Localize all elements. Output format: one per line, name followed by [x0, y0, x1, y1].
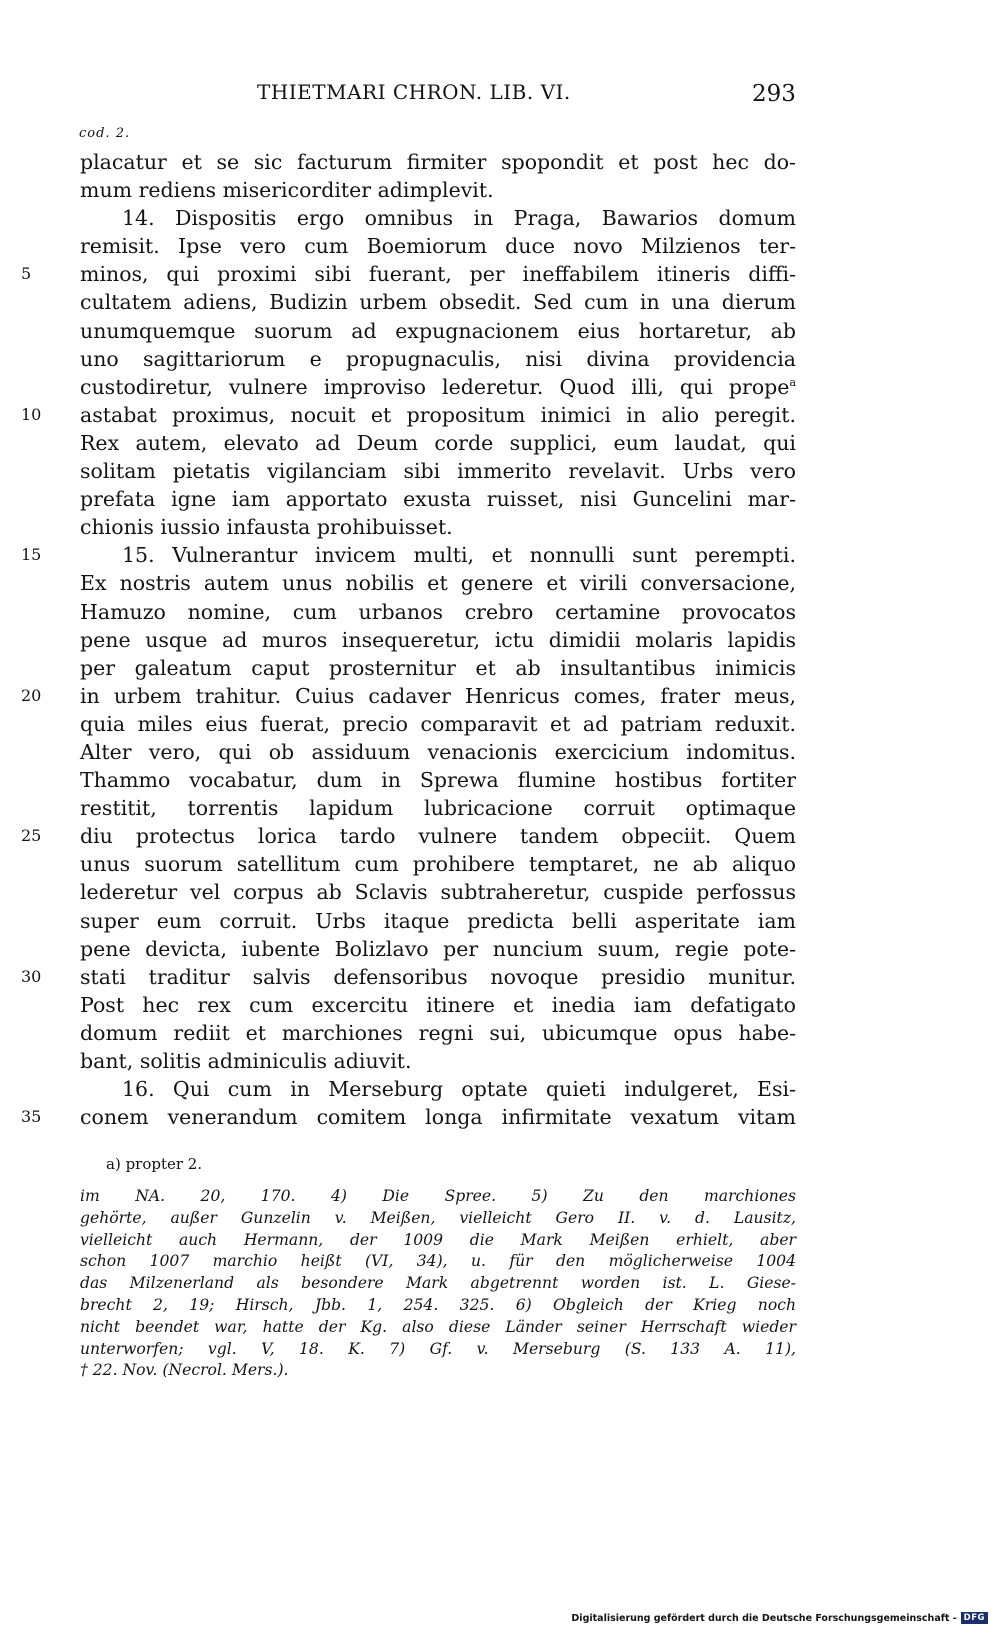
- line-text: quia miles eius fuerat, precio comparavit et ad patriam reduxit.: [80, 711, 796, 736]
- text-line: [80, 345, 796, 373]
- text-line: [80, 1075, 796, 1103]
- text-line: [80, 878, 796, 906]
- text-line: [21, 682, 796, 710]
- line-text: super eum corruit. Urbs itaque predicta belli asperitate iam: [80, 908, 796, 933]
- line-number: 25: [21, 826, 42, 846]
- text-line: [80, 569, 796, 597]
- line-text: bant, solitis adminiculis adiuvit.: [80, 1049, 412, 1073]
- text-line: [80, 317, 796, 345]
- text-line: [80, 654, 796, 682]
- line-number: 10: [21, 404, 42, 424]
- text-line: [80, 485, 796, 513]
- line-text: lederetur vel corpus ab Sclavis subtraheretur, cuspide perfossus: [80, 880, 796, 905]
- text-line: [80, 148, 796, 176]
- line-text: Post hec rex cum excercitu itinere et inedia iam defatigato: [80, 992, 796, 1017]
- text-line: [80, 232, 796, 260]
- running-title: THIETMARI CHRON. LIB. VI.: [257, 80, 571, 104]
- text-line: [80, 738, 796, 766]
- line-text: restitit, torrentis lapidum lubricacione corruit optimaque: [80, 796, 796, 821]
- line-text: pene usque ad muros insequeretur, ictu dimidii molaris lapidis: [80, 627, 796, 652]
- text-line: [80, 850, 796, 878]
- text-line: [80, 1019, 796, 1047]
- line-text: 16. Qui cum in Merseburg optate quieti indulgeret, Esi-: [122, 1077, 796, 1102]
- line-number: 15: [21, 545, 42, 565]
- footnote-line: schon 1007 marchio heißt (VI, 34), u. für den möglicherweise 1004: [80, 1252, 796, 1271]
- text-line: [80, 766, 796, 794]
- footnote-line: im NA. 20, 170. 4) Die Spree. 5) Zu den marchiones: [80, 1187, 796, 1205]
- footnote-line: vielleicht auch Hermann, der 1009 die Mark Meißen erhielt, aber: [80, 1230, 796, 1249]
- line-text: Hamuzo nomine, cum urbanos crebro certamine provocatos: [80, 599, 796, 624]
- text-line: [80, 1047, 796, 1075]
- line-text: stati traditur salvis defensoribus novoque presidio munitur.: [80, 964, 796, 989]
- line-text: minos, qui proximi sibi fuerant, per ineffabilem itineris diffi-: [80, 262, 796, 287]
- footnotes: [80, 1186, 796, 1382]
- line-text: prefata igne iam apportato exusta ruisset, nisi Guncelini mar-: [80, 487, 796, 512]
- text-line: [80, 935, 796, 963]
- text-line: [21, 822, 796, 850]
- line-text: 14. Dispositis ergo omnibus in Praga, Bawarios domum: [122, 206, 796, 231]
- line-text: Ex nostris autem unus nobilis et genere et virili conversacione,: [80, 571, 796, 596]
- digitization-credit: [571, 1612, 988, 1624]
- line-text: domum rediit et marchiones regni sui, ubicumque opus habe-: [80, 1020, 796, 1045]
- line-text: in urbem trahitur. Cuius cadaver Henricus comes, frater meus,: [80, 683, 796, 708]
- text-line: [80, 457, 796, 485]
- text-line: [80, 373, 796, 401]
- line-text: chionis iussio infausta prohibuisset.: [80, 515, 453, 540]
- line-text: pene devicta, iubente Bolizlavo per nuncium suum, regie pote-: [80, 936, 796, 961]
- line-number: 5: [21, 264, 32, 284]
- line-text: uno sagittariorum e propugnaculis, nisi divina providencia: [80, 346, 796, 371]
- text-line: [80, 907, 796, 935]
- line-number: 30: [21, 966, 42, 986]
- text-line: [21, 401, 796, 429]
- line-text: unus suorum satellitum cum prohibere temptaret, ne ab aliquo: [80, 852, 796, 877]
- line-text: unumquemque suorum ad expugnacionem eius hortaretur, ab: [80, 318, 796, 343]
- text-line: [80, 598, 796, 626]
- line-text: astabat proximus, nocuit et propositum inimici in alio peregit.: [80, 402, 796, 427]
- footnote-line: gehörte, außer Gunzelin v. Meißen, vielleicht Gero II. v. d. Lausitz,: [80, 1208, 796, 1227]
- apparatus-note: a) propter 2.: [106, 1155, 203, 1173]
- text-line: [80, 288, 796, 316]
- line-text: conem venerandum comitem longa infirmitate vexatum vitam: [80, 1105, 796, 1130]
- main-text: [21, 148, 796, 1131]
- footnote-line: das Milzenerland als besondere Mark abgetrennt worden ist. L. Giese-: [80, 1274, 796, 1293]
- line-number: 20: [21, 685, 42, 705]
- line-text: placatur et se sic facturum firmiter spopondit et post hec do-: [80, 150, 796, 174]
- footnote-line: brecht 2, 19; Hirsch, Jbb. 1, 254. 325. 6) Obgleich der Krieg noch: [80, 1295, 796, 1314]
- text-line: [21, 1103, 796, 1131]
- codex-note: cod. 2.: [79, 126, 131, 141]
- text-line: [80, 204, 796, 232]
- line-text: Alter vero, qui ob assiduum venacionis exercicium indomitus.: [80, 739, 796, 764]
- line-text: Thammo vocabatur, dum in Sprewa flumine hostibus fortiter: [80, 768, 796, 793]
- text-line: [21, 260, 796, 288]
- text-line: [80, 794, 796, 822]
- line-number: 35: [21, 1107, 42, 1127]
- text-line: [80, 513, 796, 541]
- text-line: [21, 541, 796, 569]
- text-line: [21, 963, 796, 991]
- text-line: [80, 626, 796, 654]
- text-line: [80, 429, 796, 457]
- line-text: diu protectus lorica tardo vulnere tandem obpeciit. Quem: [80, 824, 796, 849]
- footnote-line: unterworfen; vgl. V, 18. K. 7) Gf. v. Merseburg (S. 133 A. 11),: [80, 1339, 796, 1358]
- footnote-line: nicht beendet war, hatte der Kg. also diese Länder seiner Herrschaft wieder: [80, 1317, 796, 1336]
- footnote-line: † 22. Nov. (Necrol. Mers.).: [80, 1361, 289, 1380]
- dfg-logo: DFG: [961, 1612, 988, 1624]
- page-header: [0, 80, 1000, 114]
- apparatus-marker: a: [789, 375, 796, 389]
- page-number: 293: [752, 81, 796, 107]
- line-text: cultatem adiens, Budizin urbem obsedit. Sed cum in una dierum: [80, 290, 796, 315]
- line-text: Rex autem, elevato ad Deum corde supplici, eum laudat, qui: [80, 430, 796, 455]
- line-text: custodiretur, vulnere improviso lederetur. Quod illi, qui prope: [80, 374, 790, 399]
- text-line: [80, 710, 796, 738]
- line-text: solitam pietatis vigilanciam sibi immerito revelavit. Urbs vero: [80, 459, 796, 484]
- line-text: per galeatum caput prosternitur et ab insultantibus inimicis: [80, 655, 796, 680]
- line-text: 15. Vulnerantur invicem multi, et nonnulli sunt perempti.: [122, 543, 796, 568]
- line-text: remisit. Ipse vero cum Boemiorum duce novo Milzienos ter-: [80, 234, 796, 259]
- credit-text: Digitalisierung gefördert durch die Deutsche Forschungsgemeinschaft -: [571, 1612, 957, 1624]
- line-text: mum rediens misericorditer adimplevit.: [80, 178, 494, 203]
- text-line: [80, 176, 796, 204]
- text-line: [80, 991, 796, 1019]
